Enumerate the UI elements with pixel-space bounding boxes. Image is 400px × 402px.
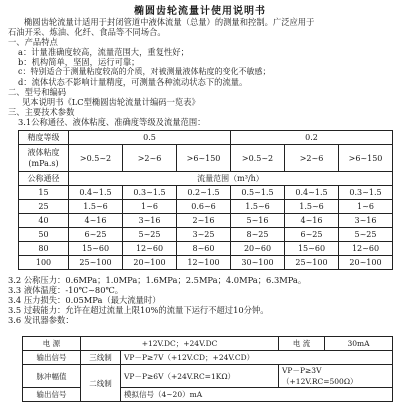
accuracy-value: 0.2 [231,131,393,145]
flow-cell: 12~100 [177,256,231,270]
viscosity-label [19,145,69,172]
viscosity-range: >0.5~2 [69,145,123,172]
flow-cell: 30~100 [231,256,285,270]
intro-line-2: 石油开采、炼油、化纤、食品等不同场合。 [8,27,166,37]
three-wire-row [23,351,393,365]
viscosity-row [19,145,393,172]
viscosity-range: >2~6 [285,145,339,172]
table-row [19,228,393,242]
dn-cell: 100 [19,256,69,270]
flow-cell: 0.2~1.5 [177,186,231,200]
flow-cell: 1.5~6 [231,200,285,214]
dn-cell: 15 [19,186,69,200]
flow-cell: 20~100 [339,256,393,270]
transmitter-table [22,336,393,402]
flow-cell: 3~16 [339,214,393,228]
pulse-label: 脉冲幅值 [23,365,81,388]
flow-cell: 12~60 [123,242,177,256]
analog-value: 模拟信号（4~20）mA [121,388,393,402]
current-value: 30mA [325,337,393,351]
intro-line-1: 椭圆齿轮流量计适用于封闭管道中液体流量（总量）的测量和控制。广泛应用于 [24,17,315,27]
accuracy-label: 精度等级 [19,131,69,145]
dn-cell: 40 [19,214,69,228]
table-row [19,200,393,214]
flow-cell: 1~6 [123,200,177,214]
table-row [19,256,393,270]
accuracy-row [19,131,393,145]
feature-d: d：流体状态不影响计量精度，可测量各种流动状态下的流量。 [18,77,248,87]
table-row [19,242,393,256]
flow-cell: 0.4~1.5 [69,186,123,200]
section2-text: 见本说明书《LC型椭圆齿轮流量计编码一览表》 [22,97,200,107]
flow-cell: 25~100 [285,256,339,270]
flow-range-table [18,130,393,270]
section3-subheading: 3.1公称通径、液体粘度、准确度等级及流量范围： [18,117,206,127]
flow-cell: 0.3~1.5 [123,186,177,200]
power-label: 电 源 [23,337,81,351]
output-label-2: 输出信号 [23,388,81,402]
feature-b: b：机构简单，坚固，运行可靠； [18,57,140,67]
flow-cell: 0.4~1.5 [285,186,339,200]
table-row [19,214,393,228]
flow-cell: 0.5~1.5 [231,186,285,200]
power-row [23,337,393,351]
two-wire-value-a: VP－P≥6V（+24V.RC=1KΩ） [121,365,279,388]
analog-row [23,388,393,402]
param-transmitter: 3.6 发讯器参数： [8,315,74,325]
param-overload: 3.5 过载能力：允许在超过流量上限10%的流量下运行不超过10分钟。 [8,305,269,315]
dn-cell: 80 [19,242,69,256]
section2-heading: 二、型号和编码 [8,87,67,97]
flow-cell: 3~25 [177,228,231,242]
flow-cell: 6~25 [285,228,339,242]
flow-cell: 1~6 [339,200,393,214]
viscosity-label-unit: (mPa.s) [28,159,59,168]
two-wire-value-b: VP－P≥3V（+12V.RC=500Ω） [279,365,393,388]
viscosity-label-line: 液体粘度 [27,148,60,157]
flow-range-label: 流量范围（m³/h） [69,172,393,186]
flow-cell: 8~25 [231,228,285,242]
power-value: +12V.DC；+24V.DC [81,337,279,351]
feature-c: c：特别适合于测量粘度较高的介质，对被测量液体粘度的变化不敏感； [18,67,271,76]
diameter-label: 公称通径 [19,172,69,186]
current-label: 电 流 [279,337,325,351]
flow-cell: 5~16 [231,214,285,228]
param-temperature: 3.3 液体温度：-10℃~80℃。 [8,285,124,295]
table-row [19,186,393,200]
flow-cell: 5~25 [123,228,177,242]
flow-cell: 3~16 [123,214,177,228]
flow-cell: 4~16 [69,214,123,228]
three-wire-label: 三线制 [81,351,121,365]
flow-cell: 4~16 [285,214,339,228]
feature-a: a：计量准确度较高，流量范围大，重复性好； [18,47,189,57]
flow-cell: 12~60 [339,242,393,256]
flow-cell: 15~60 [285,242,339,256]
param-pressure: 3.2 公称压力：0.6MPa；1.0MPa；1.6MPa；2.5MPa；4.0MPa；6.3MPa。 [8,275,307,285]
flow-cell: 20~100 [123,256,177,270]
output-label: 输出信号 [23,351,81,365]
flow-cell: 5~25 [339,228,393,242]
flow-cell: 8~60 [177,242,231,256]
section1-heading: 一、产品特点 [8,37,58,47]
viscosity-range: >6~150 [339,145,393,172]
dn-cell: 50 [19,228,69,242]
flow-cell: 1.5~6 [285,200,339,214]
flow-cell: 20~60 [231,242,285,256]
two-wire-label: 二线制 [81,365,121,402]
flow-cell: 0.6~6 [177,200,231,214]
flow-cell: 25~100 [69,256,123,270]
section3-heading: 三、主要技术参数 [8,107,75,117]
flow-cell: 15~60 [69,242,123,256]
two-wire-row [23,365,393,388]
flow-cell: 2~16 [177,214,231,228]
viscosity-range: >0.5~2 [231,145,285,172]
flow-header-row [19,172,393,186]
viscosity-range: >6~150 [177,145,231,172]
document-title: 椭圆齿轮流量计使用说明书 [134,6,266,17]
accuracy-value: 0.5 [69,131,231,145]
dn-cell: 25 [19,200,69,214]
flow-cell: 1.5~6 [69,200,123,214]
flow-cell: 0.3~1.5 [339,186,393,200]
viscosity-range: >2~6 [123,145,177,172]
three-wire-value: VP－P≥7V（+12V.CD；+24V.CD） [121,351,393,365]
flow-cell: 6~25 [69,228,123,242]
param-pressure-loss: 3.4 压力损失：0.05MPa（最大流量时） [8,295,161,305]
